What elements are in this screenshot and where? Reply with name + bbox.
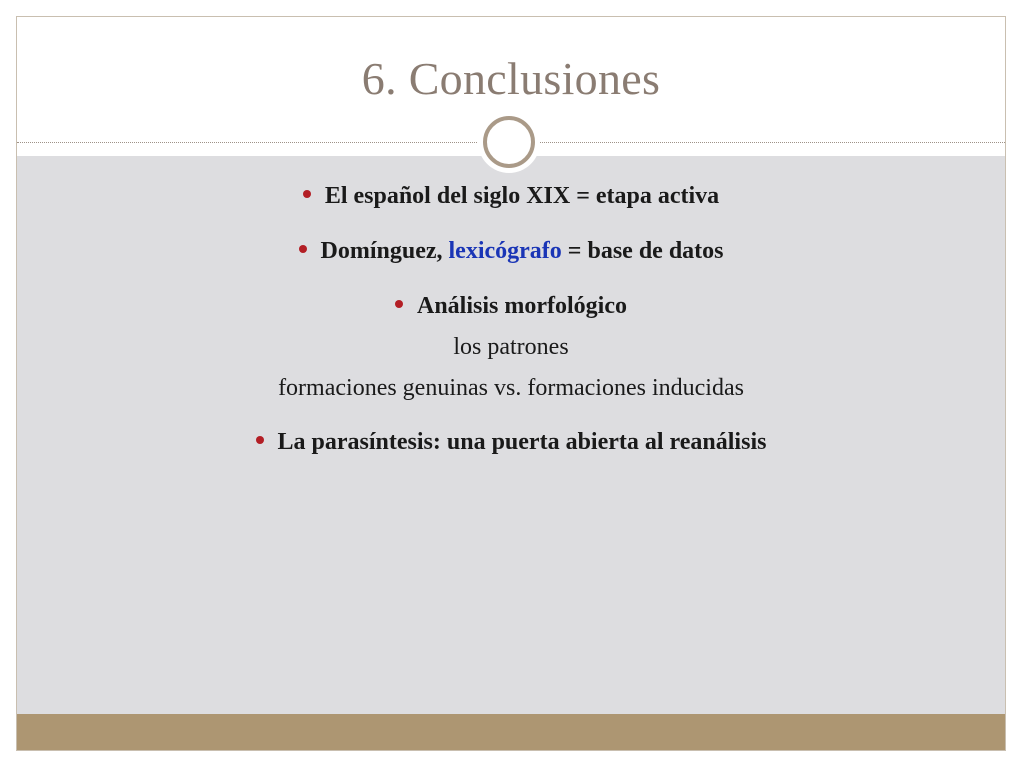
bullet-text-3: Análisis morfológico — [417, 293, 627, 319]
bullet-suffix-2: = base de datos — [561, 238, 724, 264]
slide-content — [17, 180, 1005, 458]
bullet-text-1: El español del siglo XIX = etapa activa — [324, 183, 720, 209]
bullet-dot-icon — [395, 300, 403, 308]
bullet-item-3 — [17, 290, 1005, 322]
circle-ornament-ring — [483, 116, 535, 168]
bullet-prefix-2: Domínguez, — [320, 238, 449, 264]
bullet-item-4 — [17, 426, 1005, 458]
bullet-dot-icon — [299, 245, 307, 253]
bullet-text-4: La parasíntesis: una puerta abierta al reanálisis — [277, 429, 767, 455]
highlight-lexicografo: lexicógrafo — [448, 238, 562, 264]
sub-line-patrones: los patrones — [453, 334, 569, 360]
bullet-item-1 — [17, 180, 1005, 212]
sub-line-formaciones: formaciones genuinas vs. formaciones inducidas — [278, 375, 744, 401]
slide — [16, 16, 1006, 751]
circle-ornament-icon — [478, 111, 540, 173]
bullet-dot-icon — [303, 190, 311, 198]
slide-title: 6. Conclusiones — [361, 53, 661, 104]
footer-band — [17, 714, 1005, 750]
bullet-dot-icon — [256, 436, 264, 444]
bullet-item-2 — [17, 235, 1005, 267]
